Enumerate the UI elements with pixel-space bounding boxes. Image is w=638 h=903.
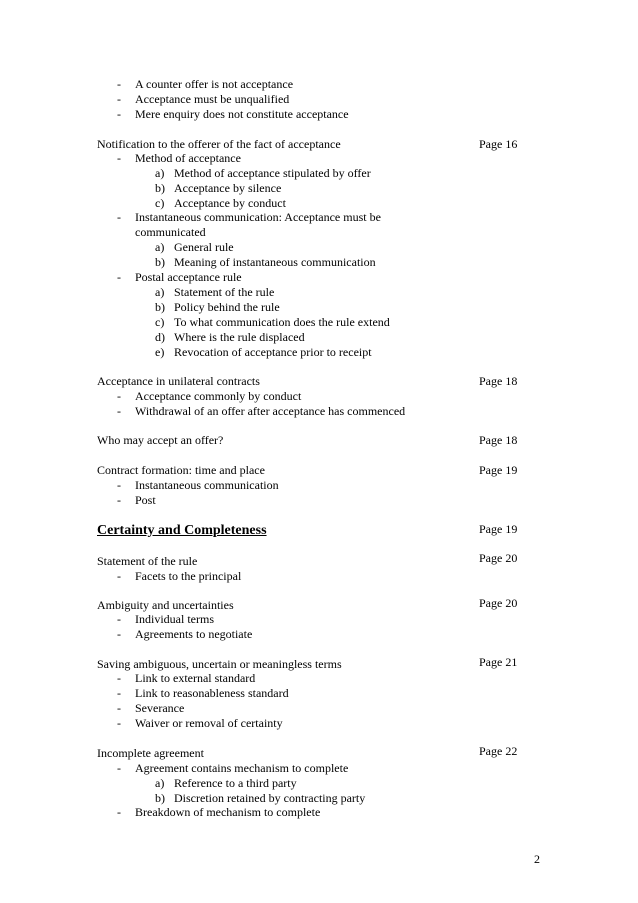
who-title: Who may accept an offer? [97, 433, 224, 447]
list-item: Agreements to negotiate [135, 627, 253, 641]
list-item: Discretion retained by contracting party [174, 791, 366, 805]
certainty-page: Page 19 [479, 522, 518, 536]
postal-acceptance-rule: Postal acceptance rule [135, 270, 242, 284]
list-item: Statement of the rule [174, 285, 275, 299]
list-item: Instantaneous communication [135, 478, 279, 492]
statement-title: Statement of the rule [97, 554, 198, 568]
dash: - [117, 612, 121, 626]
formation-title: Contract formation: time and place [97, 463, 265, 477]
unilateral-page: Page 18 [479, 374, 518, 388]
list-item: Link to reasonableness standard [135, 686, 289, 700]
dash: - [117, 270, 121, 284]
list-item: Where is the rule displaced [174, 330, 305, 344]
list-item: Policy behind the rule [174, 300, 280, 314]
list-letter: e) [155, 345, 165, 359]
list-letter: a) [155, 166, 165, 180]
dash: - [117, 701, 121, 715]
dash: - [117, 151, 121, 165]
statement-page: Page 20 [479, 551, 518, 565]
incomplete-title: Incomplete agreement [97, 746, 204, 760]
list-item: Link to external standard [135, 671, 256, 685]
unilateral-title: Acceptance in unilateral contracts [97, 374, 260, 388]
incomplete-page: Page 22 [479, 744, 518, 758]
list-item: Withdrawal of an offer after acceptance has commenced [135, 404, 406, 418]
certainty-heading: Certainty and Completeness [97, 523, 267, 538]
list-letter: b) [155, 181, 165, 195]
list-item: Acceptance by silence [174, 181, 282, 195]
who-page: Page 18 [479, 433, 518, 447]
dash: - [117, 210, 121, 224]
list-letter: d) [155, 330, 165, 344]
list-letter: a) [155, 285, 165, 299]
notification-page: Page 16 [479, 137, 518, 151]
dash: - [117, 805, 121, 819]
page-number: 2 [534, 852, 540, 866]
notification-title: Notification to the offerer of the fact of acceptance [97, 137, 341, 151]
ambiguity-page: Page 20 [479, 596, 518, 610]
dash: - [117, 493, 121, 507]
method-of-acceptance: Method of acceptance [135, 151, 241, 165]
list-letter: a) [155, 240, 165, 254]
dash: - [117, 389, 121, 403]
saving-page: Page 21 [479, 655, 518, 669]
list-item: Method of acceptance stipulated by offer [174, 166, 371, 180]
list-letter: c) [155, 196, 165, 210]
list-item: Facets to the principal [135, 569, 242, 583]
list-item: To what communication does the rule extend [174, 315, 390, 329]
dash: - [117, 761, 121, 775]
list-item: Agreement contains mechanism to complete [135, 761, 349, 775]
list-item: Revocation of acceptance prior to receipt [174, 345, 372, 359]
ambiguity-title: Ambiguity and uncertainties [97, 598, 234, 612]
list-item: Meaning of instantaneous communication [174, 255, 376, 269]
dash: - [117, 478, 121, 492]
list-item: Individual terms [135, 612, 214, 626]
list-letter: b) [155, 300, 165, 314]
saving-title: Saving ambiguous, uncertain or meaningless terms [97, 657, 342, 671]
list-item: Waiver or removal of certainty [135, 716, 283, 730]
dash: - [117, 404, 121, 418]
list-item: Breakdown of mechanism to complete [135, 805, 321, 819]
list-item: General rule [174, 240, 234, 254]
list-letter: c) [155, 315, 165, 329]
list-item: Post [135, 493, 156, 507]
list-letter: b) [155, 791, 165, 805]
list-item: Severance [135, 701, 185, 715]
list-item: Acceptance by conduct [174, 196, 286, 210]
dash: - [117, 569, 121, 583]
list-letter: a) [155, 776, 165, 790]
dash: - [117, 716, 121, 730]
dash: - [117, 671, 121, 685]
formation-page: Page 19 [479, 463, 518, 477]
instantaneous-communication-line1: Instantaneous communication: Acceptance must be [135, 210, 381, 224]
instantaneous-communication-line2: communicated [135, 225, 206, 239]
list-item: Reference to a third party [174, 776, 297, 790]
dash: - [117, 627, 121, 641]
dash: - [117, 686, 121, 700]
list-item: Acceptance commonly by conduct [135, 389, 302, 403]
list-letter: b) [155, 255, 165, 269]
